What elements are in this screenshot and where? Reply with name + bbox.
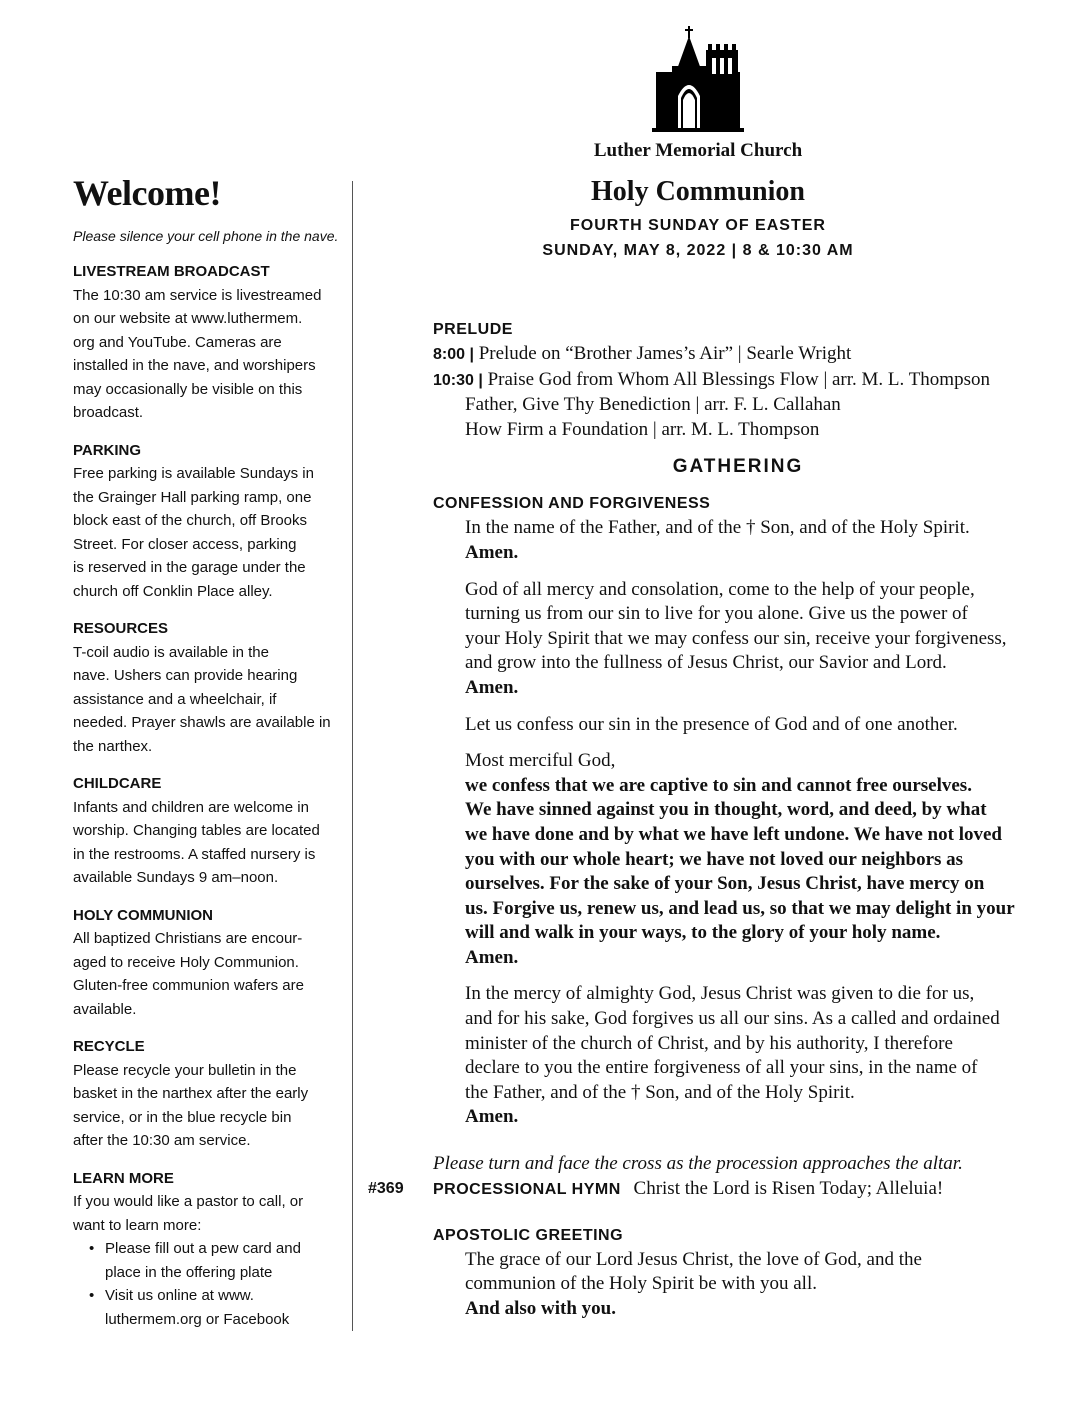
confession-prayer — [433, 749, 1043, 970]
prayer-line: your Holy Spirit that we may confess our sin, receive your forgiveness, — [465, 627, 1007, 649]
silence-note: Please silence your cell phone in the nave. — [73, 228, 339, 244]
info-section-body — [73, 462, 345, 603]
info-section-line: on our website at www.luthermem. — [73, 310, 303, 327]
learn-more-line: want to learn more: — [73, 1216, 202, 1234]
info-section-line: The 10:30 am service is livestreamed — [73, 286, 322, 304]
info-section-line: the Grainger Hall parking ramp, one — [73, 488, 312, 506]
prelude-item: Prelude on “Brother James’s Air” | Searle Wright — [473, 343, 852, 364]
prayer-line: God of all mercy and consolation, come to the help of your people, — [465, 578, 975, 600]
info-section-line: Gluten-free communion wafers are — [73, 977, 304, 994]
time-label: 10:30 | — [433, 371, 483, 389]
hymn-title: Christ the Lord is Risen Today; Alleluia! — [633, 1177, 944, 1199]
confession-heading: CONFESSION AND FORGIVENESS — [433, 495, 711, 513]
absolution-line: and for his sake, God forgives us all our sins. As a called and ordained — [465, 1008, 1000, 1030]
info-section-line: T-coil audio is available in the — [73, 643, 269, 661]
confession-line: We have sinned against you in thought, word, and deed, by what — [465, 799, 987, 821]
prelude-item: Father, Give Thy Benediction | arr. F. L. Callahan — [465, 394, 841, 416]
greeting-line: communion of the Holy Spirit be with you all. — [465, 1273, 817, 1295]
info-section-line: basket in the narthex after the early — [73, 1085, 309, 1102]
info-section-body — [73, 927, 345, 1021]
welcome-sidebar — [73, 172, 345, 1331]
info-section-line: church off Conklin Place alley. — [73, 582, 273, 600]
learn-more-line: If you would like a pastor to call, or — [73, 1193, 304, 1210]
info-section-line: the narthex. — [73, 737, 153, 755]
hymn-label: PROCESSIONAL HYMN — [433, 1180, 621, 1198]
info-section — [73, 904, 345, 1022]
invocation — [433, 516, 1043, 565]
list-item-line: luthermem.org or Facebook — [105, 1310, 290, 1328]
info-section-line: Street. For closer access, parking — [73, 535, 297, 553]
prelude-heading: PRELUDE — [433, 321, 513, 338]
info-section-heading: RESOURCES — [73, 620, 169, 637]
info-section-heading: RECYCLE — [73, 1038, 145, 1055]
confession-opening: Most merciful God, — [465, 750, 616, 772]
apostolic-greeting — [433, 1248, 1043, 1322]
service-title: Holy Communion — [591, 176, 805, 207]
gathering-heading: GATHERING — [672, 456, 804, 478]
prelude-8am — [433, 342, 1043, 368]
prelude-item: How Firm a Foundation | arr. M. L. Thompson — [465, 418, 820, 440]
confession-line: we have done and by what we have left undone. We have not loved — [465, 823, 1002, 845]
learn-more-body — [73, 1190, 345, 1237]
prayer-line: turning us from our sin to live for you alone. Give us the power of — [465, 603, 968, 625]
info-section — [73, 617, 345, 758]
list-item — [73, 1237, 345, 1284]
info-section — [73, 772, 345, 890]
confession-line: us. Forgive us, renew us, and lead us, so that we may delight in your — [465, 897, 1015, 919]
list-item-line: place in the offering plate — [105, 1263, 273, 1281]
info-section-line: service, or in the blue recycle bin — [73, 1108, 292, 1126]
absolution-line: In the mercy of almighty God, Jesus Christ was given to die for us, — [465, 983, 975, 1005]
info-section-line: is reserved in the garage under the — [73, 559, 306, 576]
invocation-text: In the name of the Father, and of the † Son, and of the Holy Spirit. — [465, 517, 970, 539]
info-section-line: All baptized Christians are encour- — [73, 930, 303, 947]
info-section-line: may occasionally be visible on this — [73, 380, 303, 398]
procession-note: Please turn and face the cross as the procession approaches the altar. — [433, 1153, 963, 1175]
info-section-line: broadcast. — [73, 404, 144, 421]
info-section-line: aged to receive Holy Communion. — [73, 953, 299, 971]
prayer-line: and grow into the fullness of Jesus Christ, our Savior and Lord. — [465, 652, 947, 674]
info-section-line: Free parking is available Sundays in — [73, 465, 314, 482]
absolution-line: the Father, and of the † Son, and of the Holy Spirit. — [465, 1081, 855, 1103]
info-section-heading: HOLY COMMUNION — [73, 906, 214, 924]
list-item-line: • Please fill out a pew card and — [105, 1240, 301, 1257]
info-section-line: block east of the church, off Brooks — [73, 512, 308, 529]
prelude-1030 — [433, 368, 1043, 394]
learn-more-section — [73, 1167, 345, 1332]
hymn-number: #369 — [368, 1179, 404, 1197]
column-divider — [352, 181, 353, 1331]
info-sections — [73, 260, 345, 1153]
greeting-line: The grace of our Lord Jesus Christ, the love of God, and the — [465, 1248, 922, 1270]
church-name: Luther Memorial Church — [593, 140, 803, 161]
absolution-line: declare to you the entire forgiveness of all your sins, in the name of — [465, 1057, 978, 1079]
time-label: 8:00 | — [433, 346, 474, 363]
info-section-line: installed in the nave, and worshipers — [73, 357, 316, 374]
info-section-line: Please recycle your bulletin in the — [73, 1061, 297, 1079]
info-section-line: org and YouTube. Cameras are — [73, 333, 282, 351]
info-section-heading: CHILDCARE — [73, 775, 162, 792]
invitation-to-confession: Let us confess our sin in the presence of God and of one another. — [465, 713, 958, 735]
greeting-response: And also with you. — [465, 1297, 616, 1319]
confession-line: we confess that we are captive to sin and cannot free ourselves. — [465, 774, 972, 796]
learn-more-heading: LEARN MORE — [73, 1169, 174, 1187]
list-item-line: • Visit us online at www. — [105, 1287, 254, 1304]
list-item — [73, 1284, 345, 1331]
amen-response: Amen. — [465, 541, 519, 563]
sunday-label: FOURTH SUNDAY OF EASTER — [570, 217, 826, 234]
info-section-line: available. — [73, 1000, 137, 1018]
info-section-heading: PARKING — [73, 441, 142, 459]
absolution-line: minister of the church of Christ, and by his authority, I therefore — [465, 1032, 953, 1054]
amen-response: Amen. — [465, 1106, 519, 1128]
order-of-service — [368, 318, 1043, 1333]
info-section-line: available Sundays 9 am–noon. — [73, 869, 279, 886]
confession-line: ourselves. For the sake of your Son, Jesus Christ, have mercy on — [465, 873, 985, 895]
info-section — [73, 260, 345, 425]
confession-line: you with our whole heart; we have not loved our neighbors as — [465, 848, 964, 870]
amen-response: Amen. — [465, 676, 519, 698]
greeting-heading: APOSTOLIC GREETING — [433, 1226, 624, 1244]
opening-prayer — [433, 578, 1043, 701]
info-section-heading: LIVESTREAM BROADCAST — [73, 263, 270, 280]
welcome-title: Welcome! — [73, 173, 221, 213]
confession-line: will and walk in your ways, to the glory of your holy name. — [465, 922, 941, 944]
info-section-line: assistance and a wheelchair, if — [73, 690, 277, 708]
info-section-body — [73, 284, 345, 425]
info-section-body — [73, 1059, 345, 1153]
info-section — [73, 439, 345, 604]
info-section-line: in the restrooms. A staffed nursery is — [73, 845, 316, 863]
info-section-body — [73, 641, 345, 759]
absolution — [433, 982, 1043, 1130]
info-section-line: nave. Ushers can provide hearing — [73, 667, 298, 684]
service-date-time: SUNDAY, MAY 8, 2022 | 8 & 10:30 AM — [542, 242, 854, 259]
info-section-line: after the 10:30 am service. — [73, 1132, 251, 1149]
info-section-line: Infants and children are welcome in — [73, 798, 309, 816]
prelude-item: Praise God from Whom All Blessings Flow | arr. M. L. Thompson — [482, 368, 990, 390]
church-logo-icon — [652, 24, 744, 132]
info-section-body — [73, 796, 345, 890]
learn-more-list — [73, 1237, 345, 1331]
processional-hymn — [368, 1177, 1043, 1202]
info-section-line: needed. Prayer shawls are available in — [73, 714, 331, 731]
info-section-line: worship. Changing tables are located — [73, 822, 320, 839]
amen-response: Amen. — [465, 946, 519, 968]
info-section — [73, 1035, 345, 1153]
